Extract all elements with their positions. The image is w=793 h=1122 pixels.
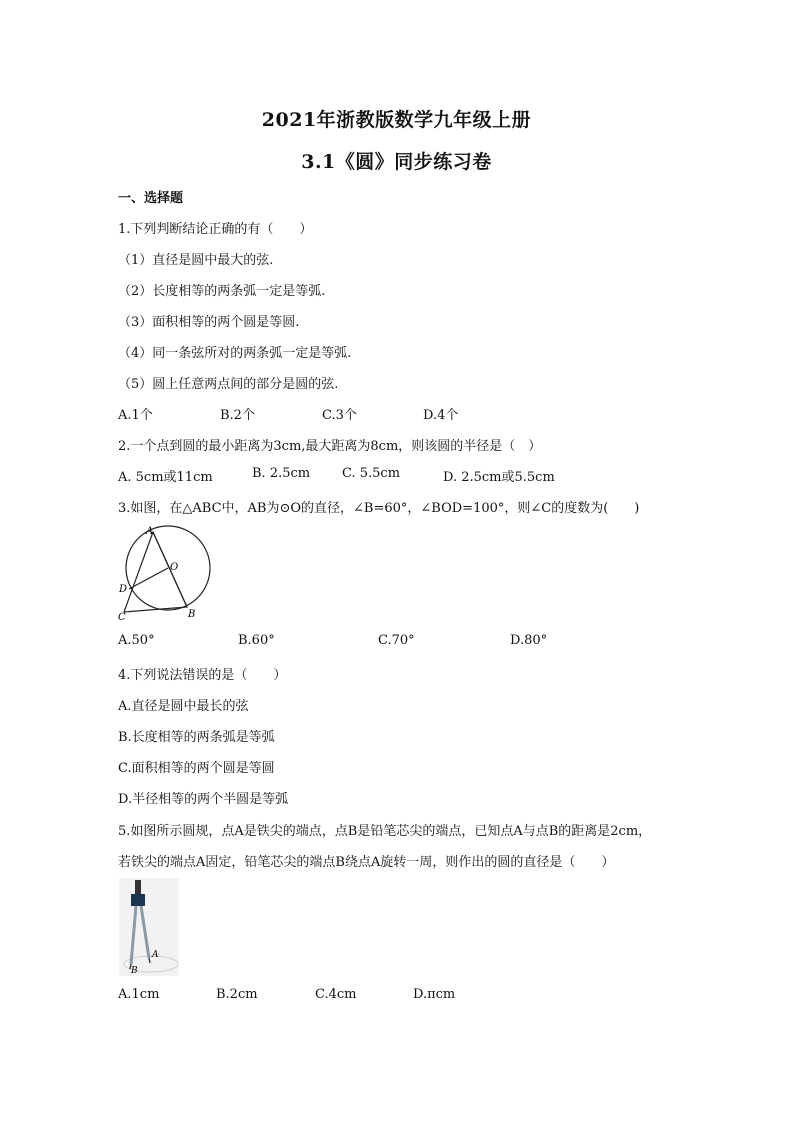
question-5-option-c: C.4cm (315, 987, 357, 1002)
question-2-stem: 2.一个点到圆的最小距离为3cm,最大距离为8cm，则该圆的半径是（ ） (118, 439, 542, 454)
question-5-option-b: B.2cm (216, 987, 258, 1002)
question-3-option-b: B.60° (238, 633, 275, 648)
question-4-stem: 4.下列说法错误的是（ ） (118, 668, 287, 683)
question-5-stem-line-2: 若铁尖的端点A固定，铅笔芯尖的端点B绕点A旋转一周，则作出的圆的直径是（ ） (118, 855, 615, 870)
figure-label-a: A (146, 526, 154, 537)
figure-label-b: B (188, 609, 196, 620)
question-1-option-c: C.3个 (322, 408, 357, 423)
question-3-option-a: A.50° (118, 633, 155, 648)
question-2-option-b: B. 2.5cm (252, 466, 311, 481)
question-1-statement-5: （5）圆上任意两点间的部分是圆的弦. (118, 377, 339, 392)
question-4-option-c: C.面积相等的两个圆是等圆 (118, 761, 275, 776)
page-subtitle: 3.1《圆》同步练习卷 (301, 151, 492, 173)
question-3-option-c: C.70° (378, 633, 415, 648)
question-5-option-a: A.1cm (118, 987, 160, 1002)
question-2-option-d: D. 2.5cm或5.5cm (443, 470, 555, 485)
question-1-statement-3: （3）面积相等的两个圆是等圆. (118, 315, 300, 330)
figure-label-d: D (119, 584, 128, 595)
section-heading: 一、选择题 (118, 191, 184, 206)
question-1-option-d: D.4个 (423, 408, 459, 423)
question-1-statement-1: （1）直径是圆中最大的弦. (118, 253, 274, 268)
question-1-option-b: B.2个 (220, 408, 255, 423)
question-2-option-a: A. 5cm或11cm (118, 470, 213, 485)
figure-label-a: A (152, 950, 159, 960)
question-3-stem: 3.如图，在△ABC中，AB为⊙O的直径，∠B=60°，∠BOD=100°，则∠C的度数为( ) (118, 501, 640, 516)
question-1-statement-2: （2）长度相等的两条弧一定是等弧. (118, 284, 326, 299)
question-2-option-c: C. 5.5cm (342, 466, 401, 481)
circle-triangle-figure (112, 524, 222, 624)
figure-label-c: C (118, 612, 126, 623)
question-4-option-d: D.半径相等的两个半圆是等弧 (118, 792, 289, 807)
question-3-option-d: D.80° (510, 633, 548, 648)
question-4-option-a: A.直径是圆中最长的弦 (118, 699, 249, 714)
figure-label-o: O (170, 562, 179, 573)
question-1-option-a: A.1个 (118, 408, 153, 423)
question-1-statement-4: （4）同一条弦所对的两条弧一定是等弧. (118, 346, 352, 361)
question-5-stem-line-1: 5.如图所示圆规，点A是铁尖的端点，点B是铅笔芯尖的端点，已知点A与点B的距离是2cm， (118, 824, 652, 839)
page-title: 2021年浙教版数学九年级上册 (261, 109, 532, 131)
figure-label-b: B (131, 966, 138, 976)
compass-figure (119, 878, 179, 976)
question-4-option-b: B.长度相等的两条弧是等弧 (118, 730, 275, 745)
question-5-option-d: D.πcm (413, 987, 456, 1002)
question-1-stem: 1.下列判断结论正确的有（ ） (118, 222, 313, 237)
